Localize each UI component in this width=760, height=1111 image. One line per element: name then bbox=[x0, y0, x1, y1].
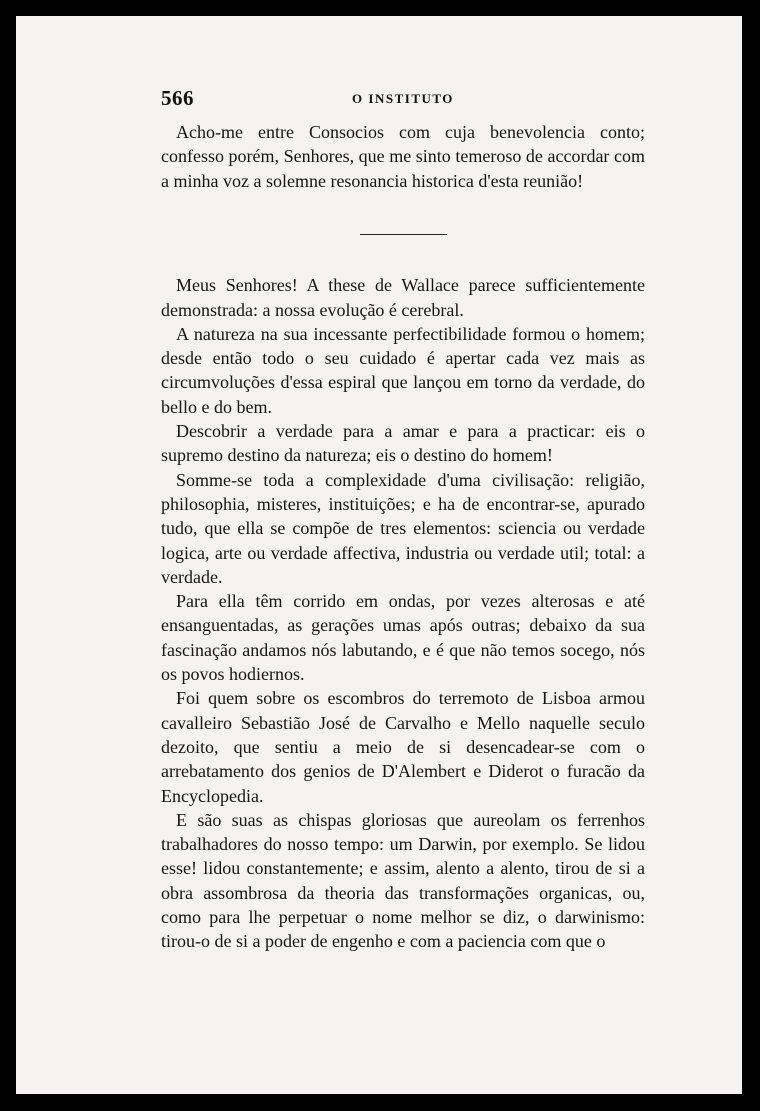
paragraph-8: E são suas as chispas gloriosas que aureolam os ferrenhos trabalhadores do nosso tempo: um Darwin, por exemplo. Se lidou esse! lidou constantemente; e assim, alento a alento, tirou de si a obra assombrosa da theoria das transformações organicas, ou, como para lhe perpetuar o nome melhor se diz, o darwinismo: tirou-o de si a poder de engenho e com a paciencia com que o bbox=[161, 809, 645, 952]
scanned-page bbox=[16, 16, 742, 1094]
paragraph-7: Foi quem sobre os escombros do terremoto de Lisboa armou cavalleiro Sebastião José de Carvalho e Mello naquelle seculo dezoito, que sentiu a meio de si desencadear-se com o arrebatamento dos genios de D'Alembert e Diderot o furacão da Encyclopedia. bbox=[161, 688, 645, 806]
paragraph-4: Descobrir a verdade para a amar e para a practicar: eis o supremo destino da natureza; eis o destino do homem! bbox=[161, 421, 645, 466]
paragraph-3: A natureza na sua incessante perfectibilidade formou o homem; desde então todo o seu cuidado é apertar cada vez mais as circumvoluções d'essa espiral que lançou em torno da verdade, do bello e do bem. bbox=[161, 323, 645, 417]
page-number: 566 bbox=[161, 86, 194, 110]
body-text bbox=[161, 120, 645, 954]
page-header bbox=[161, 86, 645, 112]
running-title: O INSTITUTO bbox=[352, 91, 454, 106]
section-divider bbox=[360, 234, 447, 235]
paragraph-1: Acho-me entre Consocios com cuja benevolencia conto; confesso porém, Senhores, que me sinto temeroso de accordar com a minha voz a solemne resonancia historica d'esta reunião! bbox=[161, 122, 645, 191]
paragraph-6: Para ella têm corrido em ondas, por vezes alterosas e até ensanguentadas, as gerações umas após outras; debaixo da sua fascinação andamos nós labutando, e é que não temos socego, nós os povos hodiernos. bbox=[161, 591, 645, 685]
paragraph-2: Meus Senhores! A these de Wallace parece sufficientemente demonstrada: a nossa evolução é cerebral. bbox=[161, 275, 645, 320]
paragraph-5: Somme-se toda a complexidade d'uma civilisação: religião, philosophia, misteres, instituições; e ha de encontrar-se, apurado tudo, que ella se compõe de tres elementos: sciencia ou verdade logica, arte ou verdade affectiva, industria ou verdade util; total: a verdade. bbox=[161, 469, 645, 587]
